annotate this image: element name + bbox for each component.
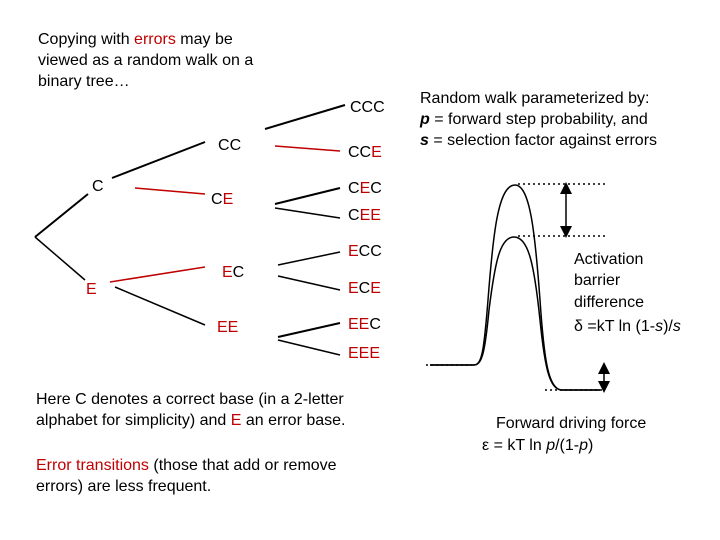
node-e: E	[86, 281, 97, 298]
driving-force-line-1: Forward driving force	[496, 415, 647, 432]
node-cce: CCE	[348, 144, 382, 161]
node-eec: EEC	[348, 316, 381, 333]
intro-line-2: viewed as a random walk on a	[38, 52, 254, 69]
node-cc: CC	[218, 137, 242, 154]
intro-line-1: Copying with errors may be	[38, 31, 233, 48]
node-ece: ECE	[348, 280, 381, 297]
notes-line-3: Error transitions (those that add or remove	[36, 457, 337, 474]
node-cec: CEC	[348, 180, 382, 197]
node-ec: EC	[222, 264, 245, 281]
error-transitions-highlight: Error transitions	[36, 457, 149, 474]
notes-line-4: errors) are less frequent.	[36, 478, 212, 495]
notes-line-1: Here C denotes a correct base (in a 2-letter	[36, 391, 344, 408]
barrier-formula: δ =kT ln (1-s)/s	[574, 318, 681, 335]
node-ce: CE	[211, 191, 234, 208]
barrier-line-3: difference	[574, 294, 644, 311]
node-cee: CEE	[348, 207, 381, 224]
params-line-2: p = forward step probability, and	[420, 111, 648, 128]
node-ccc: CCC	[350, 99, 385, 116]
barrier-line-2: barrier	[574, 272, 621, 289]
intro-line-3: binary tree…	[38, 73, 130, 90]
params-line-3: s = selection factor against errors	[420, 132, 658, 149]
node-eee: EEE	[348, 345, 381, 362]
node-ecc: ECC	[348, 243, 382, 260]
driving-force-formula: ε = kT ln p/(1-p)	[482, 437, 594, 454]
errors-highlight: errors	[134, 31, 176, 48]
node-ee: EE	[217, 319, 239, 336]
params-line-1: Random walk parameterized by:	[420, 90, 650, 107]
barrier-line-1: Activation	[574, 251, 644, 268]
node-c: C	[92, 178, 104, 195]
notes-line-2: alphabet for simplicity) and E an error base.	[36, 412, 346, 429]
